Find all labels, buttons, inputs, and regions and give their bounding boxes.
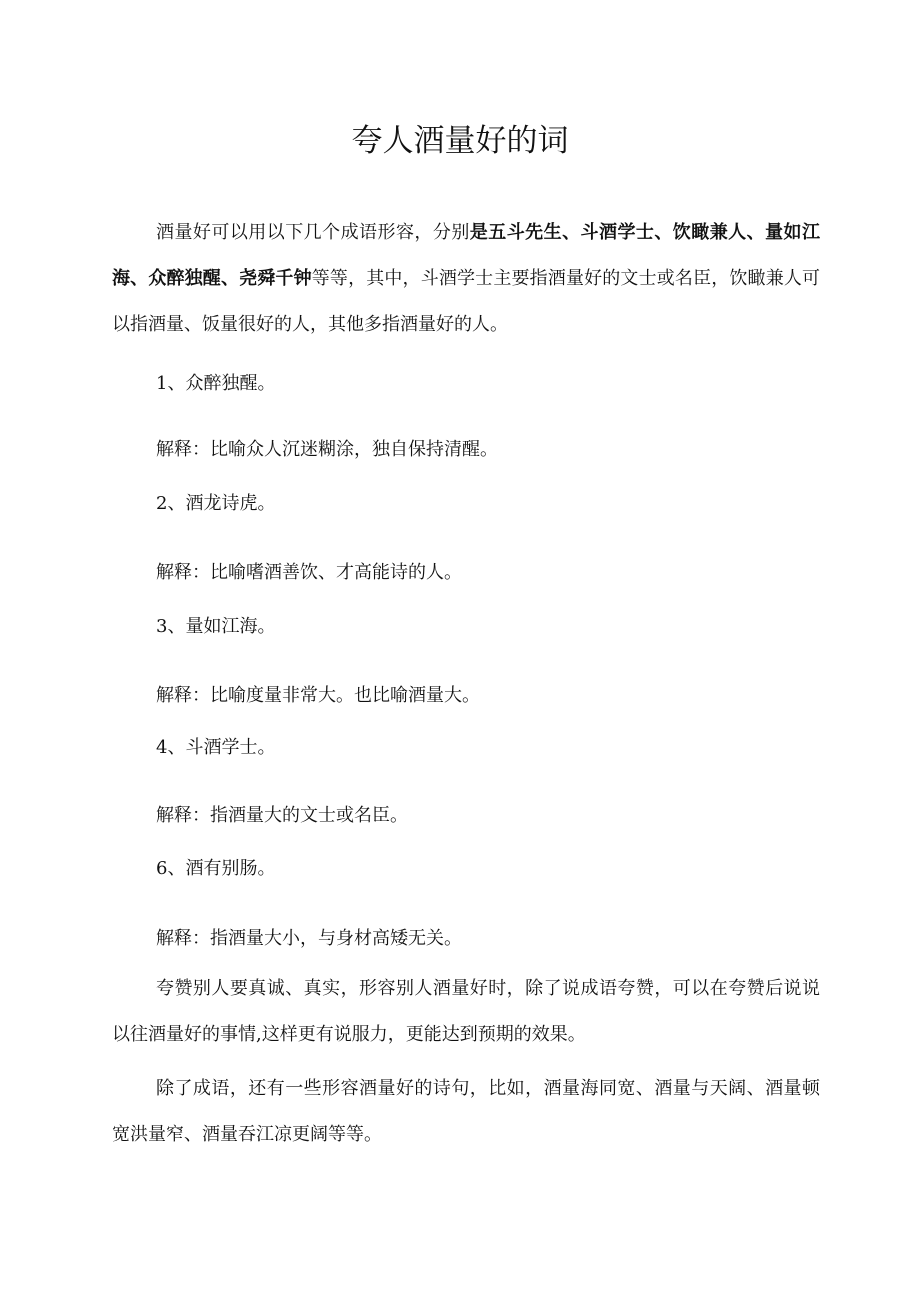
item-explanation: 解释：指酒量大小，与身材高矮无关。 bbox=[156, 928, 462, 949]
page-title: 夸人酒量好的词 bbox=[351, 123, 569, 159]
item-explanation: 解释：比喻众人沉迷糊涂，独自保持清醒。 bbox=[156, 439, 498, 460]
intro-paragraph bbox=[112, 210, 820, 348]
item-heading: 4、斗酒学士。 bbox=[156, 737, 276, 758]
intro-suffix: 等等，其中，斗酒学士主要指酒量好的文士或名臣，饮瞰兼人可以指酒量、饭量很好的人，其他多指酒量好的人。 bbox=[112, 268, 821, 335]
item-heading: 3、量如江海。 bbox=[156, 616, 276, 637]
item-explanation: 解释：指酒量大的文士或名臣。 bbox=[156, 805, 408, 826]
item-explanation: 解释：比喻度量非常大。也比喻酒量大。 bbox=[156, 685, 480, 706]
item-heading: 6、酒有别肠。 bbox=[156, 858, 276, 879]
intro-idiom-list: 是五斗先生、斗酒学士、饮瞰兼人、量如江海、众醉独醒、尧舜千钟 bbox=[112, 222, 821, 289]
item-explanation: 解释：比喻嗜酒善饮、才高能诗的人。 bbox=[156, 562, 462, 583]
item-heading: 2、酒龙诗虎。 bbox=[156, 493, 276, 514]
closing-paragraph: 除了成语，还有一些形容酒量好的诗句，比如，酒量海同宽、酒量与天阔、酒量顿宽洪量窄、酒量吞江凉更阔等等。 bbox=[112, 1078, 820, 1145]
item-heading: 1、众醉独醒。 bbox=[156, 373, 276, 394]
intro-prefix: 酒量好可以用以下几个成语形容，分别 bbox=[156, 222, 470, 243]
closing-paragraph: 夸赞别人要真诚、真实，形容别人酒量好时，除了说成语夸赞，可以在夸赞后说说以往酒量好的事情,这样更有说服力，更能达到预期的效果。 bbox=[112, 978, 820, 1045]
